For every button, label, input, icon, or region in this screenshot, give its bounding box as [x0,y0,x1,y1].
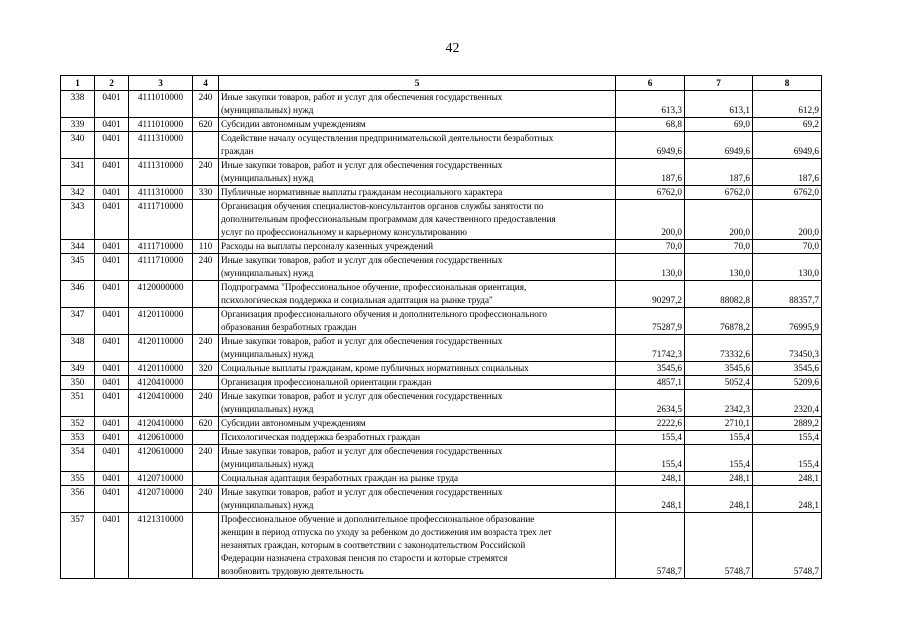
amount-col-6: 4857,1 [616,376,685,390]
section-code: 0401 [95,417,129,431]
expense-type-code [193,513,219,579]
section-code: 0401 [95,186,129,200]
expense-type-code [193,200,219,240]
row-number: 341 [61,159,95,186]
expense-type-code [193,132,219,159]
amount-col-7: 187,6 [685,159,753,186]
amount-col-7: 3545,6 [685,362,753,376]
amount-col-7: 155,4 [685,431,753,445]
target-article-code: 4111010000 [129,91,193,118]
description [219,431,616,445]
table-row [61,486,822,513]
header-col-1: 1 [61,76,95,91]
section-code: 0401 [95,431,129,445]
row-number: 356 [61,486,95,513]
amount-col-6: 613,3 [616,91,685,118]
amount-col-8: 155,4 [753,431,822,445]
amount-col-8: 130,0 [753,254,822,281]
amount-col-6: 90297,2 [616,281,685,308]
description-line: Социальные выплаты гражданам, кроме публичных нормативных социальных [221,363,529,373]
description-line: Подпрограмма "Профессиональное обучение, профессиональная ориентация, [221,282,527,292]
description [219,186,616,200]
expense-type-code: 320 [193,362,219,376]
description-line: (муниципальных) нужд [221,500,314,510]
amount-col-8: 3545,6 [753,362,822,376]
target-article-code: 4120610000 [129,431,193,445]
target-article-code: 4120110000 [129,308,193,335]
section-code: 0401 [95,445,129,472]
description-line: Организация обучения специалистов-консультантов органов службы занятости по [221,201,544,211]
expense-type-code: 620 [193,417,219,431]
description-line: Иные закупки товаров, работ и услуг для обеспечения государственных [221,391,503,401]
description [219,132,616,159]
header-row [61,76,822,91]
table-row [61,445,822,472]
target-article-code: 4111710000 [129,254,193,281]
expense-type-code: 110 [193,240,219,254]
description-line: Социальная адаптация безработных граждан на рынке труда [221,473,459,483]
header-col-2: 2 [95,76,129,91]
description-line: образования безработных граждан [221,322,357,332]
description-line: (муниципальных) нужд [221,105,314,115]
description [219,390,616,417]
page-number: 42 [445,41,460,56]
target-article-code: 4111310000 [129,132,193,159]
header-col-5: 5 [219,76,616,91]
amount-col-6: 75287,9 [616,308,685,335]
amount-col-7: 248,1 [685,486,753,513]
section-code: 0401 [95,200,129,240]
amount-col-7: 130,0 [685,254,753,281]
section-code: 0401 [95,159,129,186]
amount-col-6: 68,8 [616,118,685,132]
table-row [61,240,822,254]
amount-col-7: 613,1 [685,91,753,118]
expense-type-code: 240 [193,335,219,362]
row-number: 357 [61,513,95,579]
description-line: граждан [221,146,254,156]
amount-col-7: 6949,6 [685,132,753,159]
expense-type-code: 240 [193,159,219,186]
table-row [61,132,822,159]
description-line: Организация профессионального обучения и дополнительного профессионального [221,309,547,319]
target-article-code: 4111010000 [129,118,193,132]
description-line: дополнительным профессиональным программам для качественного предоставления [221,214,556,224]
description-line: (муниципальных) нужд [221,268,314,278]
target-article-code: 4120410000 [129,390,193,417]
section-code: 0401 [95,132,129,159]
description-line: Иные закупки товаров, работ и услуг для обеспечения государственных [221,487,503,497]
amount-col-6: 248,1 [616,486,685,513]
amount-col-6: 6949,6 [616,132,685,159]
row-number: 352 [61,417,95,431]
amount-col-8: 6762,0 [753,186,822,200]
description [219,159,616,186]
row-number: 344 [61,240,95,254]
row-number: 354 [61,445,95,472]
target-article-code: 4111310000 [129,159,193,186]
table-row [61,186,822,200]
expense-type-code: 240 [193,486,219,513]
table-row [61,431,822,445]
section-code: 0401 [95,376,129,390]
row-number: 340 [61,132,95,159]
description [219,486,616,513]
section-code: 0401 [95,118,129,132]
amount-col-7: 155,4 [685,445,753,472]
target-article-code: 4120110000 [129,362,193,376]
amount-col-7: 5748,7 [685,513,753,579]
table-row [61,281,822,308]
table-row [61,335,822,362]
amount-col-7: 5052,4 [685,376,753,390]
table-row [61,417,822,431]
section-code: 0401 [95,362,129,376]
description [219,513,616,579]
description-line: Содействие началу осуществления предпринимательской деятельности безработных [221,133,554,143]
target-article-code: 4120410000 [129,376,193,390]
amount-col-7: 69,0 [685,118,753,132]
description-line: Федерации назначена страховая пенсия по старости и которые стремятся [221,553,508,563]
table-row [61,91,822,118]
description [219,281,616,308]
expense-type-code: 240 [193,91,219,118]
row-number: 348 [61,335,95,362]
amount-col-6: 70,0 [616,240,685,254]
table-row [61,159,822,186]
section-code: 0401 [95,91,129,118]
description-line: услуг по профессиональному и карьерному консультированию [221,227,467,237]
amount-col-7: 2710,1 [685,417,753,431]
row-number: 347 [61,308,95,335]
target-article-code: 4111710000 [129,200,193,240]
expense-type-code [193,308,219,335]
description [219,445,616,472]
section-code: 0401 [95,281,129,308]
description [219,308,616,335]
amount-col-7: 88082,8 [685,281,753,308]
amount-col-6: 155,4 [616,445,685,472]
section-code: 0401 [95,472,129,486]
description-line: Субсидии автономным учреждениям [221,418,366,428]
header-col-7: 7 [685,76,753,91]
section-code: 0401 [95,240,129,254]
description-line: Психологическая поддержка безработных граждан [221,432,421,442]
amount-col-8: 612,9 [753,91,822,118]
row-number: 349 [61,362,95,376]
table-row [61,472,822,486]
row-number: 351 [61,390,95,417]
description-line: Расходы на выплаты персоналу казенных учреждений [221,241,434,251]
row-number: 346 [61,281,95,308]
target-article-code: 4120000000 [129,281,193,308]
row-number: 338 [61,91,95,118]
target-article-code: 4111310000 [129,186,193,200]
amount-col-7: 6762,0 [685,186,753,200]
amount-col-8: 70,0 [753,240,822,254]
table-row [61,254,822,281]
table-row [61,118,822,132]
amount-col-7: 200,0 [685,200,753,240]
section-code: 0401 [95,254,129,281]
description-line: (муниципальных) нужд [221,349,314,359]
description-line: Иные закупки товаров, работ и услуг для обеспечения государственных [221,446,503,456]
amount-col-6: 200,0 [616,200,685,240]
description [219,91,616,118]
row-number: 350 [61,376,95,390]
target-article-code: 4120710000 [129,472,193,486]
description-line: Субсидии автономным учреждениям [221,119,366,129]
expense-type-code: 620 [193,118,219,132]
target-article-code: 4111710000 [129,240,193,254]
header-col-8: 8 [753,76,822,91]
amount-col-6: 2634,5 [616,390,685,417]
amount-col-7: 76878,2 [685,308,753,335]
table-row [61,513,822,579]
amount-col-7: 73332,6 [685,335,753,362]
description-line: Иные закупки товаров, работ и услуг для обеспечения государственных [221,92,503,102]
amount-col-6: 6762,0 [616,186,685,200]
amount-col-8: 2889,2 [753,417,822,431]
row-number: 342 [61,186,95,200]
amount-col-8: 76995,9 [753,308,822,335]
header-col-6: 6 [616,76,685,91]
description [219,472,616,486]
description [219,362,616,376]
target-article-code: 4120410000 [129,417,193,431]
amount-col-6: 155,4 [616,431,685,445]
description [219,118,616,132]
amount-col-6: 248,1 [616,472,685,486]
row-number: 353 [61,431,95,445]
description-line: возобновить трудовую деятельность [221,566,364,576]
amount-col-8: 155,4 [753,445,822,472]
header-col-3: 3 [129,76,193,91]
description-line: незанятых граждан, которым в соответствии с законодательством Российской [221,540,526,550]
target-article-code: 4121310000 [129,513,193,579]
target-article-code: 4120110000 [129,335,193,362]
expense-type-code [193,431,219,445]
description [219,335,616,362]
table-row [61,308,822,335]
description-line: Иные закупки товаров, работ и услуг для обеспечения государственных [221,336,503,346]
table-row [61,376,822,390]
amount-col-8: 248,1 [753,472,822,486]
row-number: 343 [61,200,95,240]
description-line: женщин в период отпуска по уходу за ребенком до достижения им возраста трех лет [221,527,552,537]
amount-col-6: 5748,7 [616,513,685,579]
description-line: Профессиональное обучение и дополнительное профессиональное образование [221,514,535,524]
section-code: 0401 [95,308,129,335]
description-line: (муниципальных) нужд [221,173,314,183]
amount-col-8: 88357,7 [753,281,822,308]
expense-type-code: 240 [193,445,219,472]
section-code: 0401 [95,335,129,362]
amount-col-7: 2342,3 [685,390,753,417]
amount-col-8: 2320,4 [753,390,822,417]
table-row [61,362,822,376]
description-line: Организация профессиональной ориентации граждан [221,377,432,387]
budget-table [60,75,822,579]
row-number: 355 [61,472,95,486]
description-line: Иные закупки товаров, работ и услуг для обеспечения государственных [221,160,503,170]
amount-col-6: 71742,3 [616,335,685,362]
amount-col-8: 73450,3 [753,335,822,362]
expense-type-code [193,472,219,486]
amount-col-8: 5209,6 [753,376,822,390]
expense-type-code: 330 [193,186,219,200]
description [219,200,616,240]
table-body [61,91,822,579]
description-line: (муниципальных) нужд [221,404,314,414]
expense-type-code: 240 [193,254,219,281]
description-line: Публичные нормативные выплаты гражданам несоциального характера [221,187,503,197]
target-article-code: 4120710000 [129,486,193,513]
expense-type-code: 240 [193,390,219,417]
description [219,376,616,390]
amount-col-6: 130,0 [616,254,685,281]
description [219,254,616,281]
row-number: 339 [61,118,95,132]
amount-col-8: 200,0 [753,200,822,240]
amount-col-8: 5748,7 [753,513,822,579]
description [219,240,616,254]
description [219,417,616,431]
expense-type-code [193,376,219,390]
amount-col-8: 69,2 [753,118,822,132]
description-line: психологическая поддержка и социальная адаптация на рынке труда" [221,295,493,305]
row-number: 345 [61,254,95,281]
amount-col-8: 6949,6 [753,132,822,159]
amount-col-6: 3545,6 [616,362,685,376]
amount-col-8: 248,1 [753,486,822,513]
table-row [61,200,822,240]
amount-col-7: 248,1 [685,472,753,486]
expense-type-code [193,281,219,308]
header-col-4: 4 [193,76,219,91]
target-article-code: 4120610000 [129,445,193,472]
amount-col-6: 2222,6 [616,417,685,431]
section-code: 0401 [95,486,129,513]
amount-col-6: 187,6 [616,159,685,186]
description-line: (муниципальных) нужд [221,459,314,469]
description-line: Иные закупки товаров, работ и услуг для обеспечения государственных [221,255,503,265]
table-row [61,390,822,417]
amount-col-8: 187,6 [753,159,822,186]
section-code: 0401 [95,513,129,579]
section-code: 0401 [95,390,129,417]
amount-col-7: 70,0 [685,240,753,254]
